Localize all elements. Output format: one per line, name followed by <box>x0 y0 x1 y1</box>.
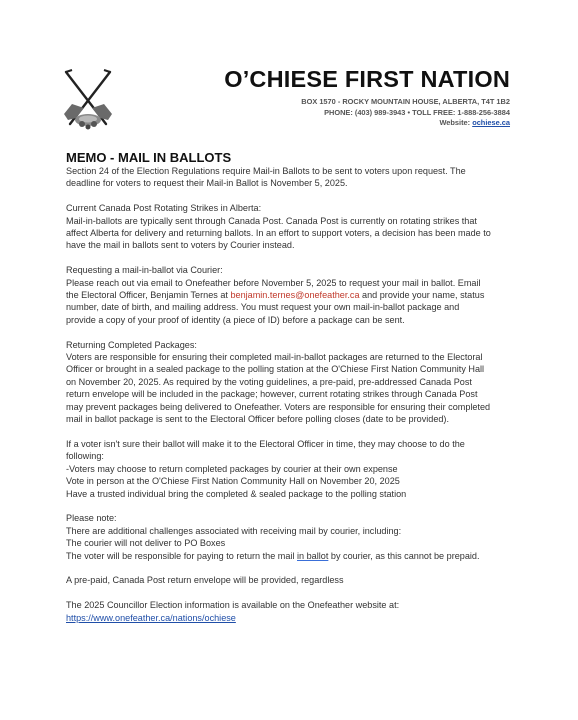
request-section: Requesting a mail-in-ballot via Courier: Please reach out via email to Onefeather before November 5, 2025 to request your mail in ballot. Email the Electoral Officer, Benjamin Ternes at benjamin.ternes@onefeather.ca and provide your name, status number, date of birth, and mailing address. You must request your own mail-in-ballot package and provide a copy of your proof of identity (a piece of ID) before a package can be sent. <box>66 264 514 326</box>
note-section: Please note: There are additional challenges associated with receiving mail by courier, including: The courier will not deliver to PO Boxes The voter will be responsible for paying to return the mail in ballot by courier, as this cannot be prepaid. <box>66 512 514 562</box>
website-link[interactable]: ochiese.ca <box>472 118 510 127</box>
returning-heading: Returning Completed Packages: <box>66 339 197 350</box>
website-line <box>301 118 510 129</box>
info-section: The 2025 Councillor Election information is available on the Onefeather website at: https://www.onefeather.ca/nations/ochiese <box>66 600 400 623</box>
website-label: Website: <box>439 118 471 127</box>
phone-line: PHONE: (403) 989-3943 • TOLL FREE: 1-888-256-3884 <box>324 107 510 117</box>
envelope-note: A pre-paid, Canada Post return envelope will be provided, regardless <box>66 575 344 586</box>
organization-name: O’CHIESE FIRST NATION <box>224 66 510 92</box>
options-section: If a voter isn't sure their ballot will make it to the Electoral Officer in time, they may choose to do the following: -Voters may choose to return completed packages by courier at their own expense Vote in person at the O'Chiese First Nation Community Hall on November 20, 2025 Have a trusted individual bring the completed & sealed package to the polling station <box>66 438 465 499</box>
crossed-feathers-logo-icon <box>62 68 114 132</box>
contact-block <box>301 97 510 129</box>
memo-body <box>66 150 514 624</box>
returning-section: Returning Completed Packages: Voters are responsible for ensuring their completed mail-in-ballot packages are returned to the Electoral Officer or brought in a sealed package to the polling station at the O'Chiese First Nation Community Hall on November 20, 2025. As required by the voting guidelines, a pre-paid, pre-addressed Canada Post return envelope will be included in the package; however, current rotating strikes through Canada Post may prevent packages being delivered to Onefeather. Voters are responsible for ensuring their completed mail in ballot package is sent to the Electoral Officer before polling closes (date to be provided). <box>66 339 514 426</box>
memo-title: MEMO - MAIL IN BALLOTS <box>66 150 232 165</box>
request-heading: Requesting a mail-in-ballot via Courier: <box>66 265 223 276</box>
intro-paragraph: Section 24 of the Election Regulations require Mail-in Ballots to be sent to voters upon request. The deadline for voters to request their Mail-in Ballot is November 5, 2025. <box>66 166 466 189</box>
onefeather-link[interactable]: https://www.onefeather.ca/nations/ochiese <box>66 612 236 623</box>
address-line: BOX 1570 - ROCKY MOUNTAIN HOUSE, ALBERTA, T4T 1B2 <box>301 97 510 106</box>
strikes-section: Current Canada Post Rotating Strikes in Alberta: Mail-in-ballots are typically sent through Canada Post. Canada Post is currently on rotating strikes that affect Alberta for delivery and returning ballots. In an effort to support voters, a decision has been made to have the mail in ballots sent to voters by Courier instead. <box>66 202 514 252</box>
strikes-heading: Current Canada Post Rotating Strikes in Alberta: <box>66 203 262 214</box>
electoral-officer-email[interactable]: benjamin.ternes@onefeather.ca <box>230 290 360 301</box>
note-heading: Please note: <box>66 513 117 524</box>
